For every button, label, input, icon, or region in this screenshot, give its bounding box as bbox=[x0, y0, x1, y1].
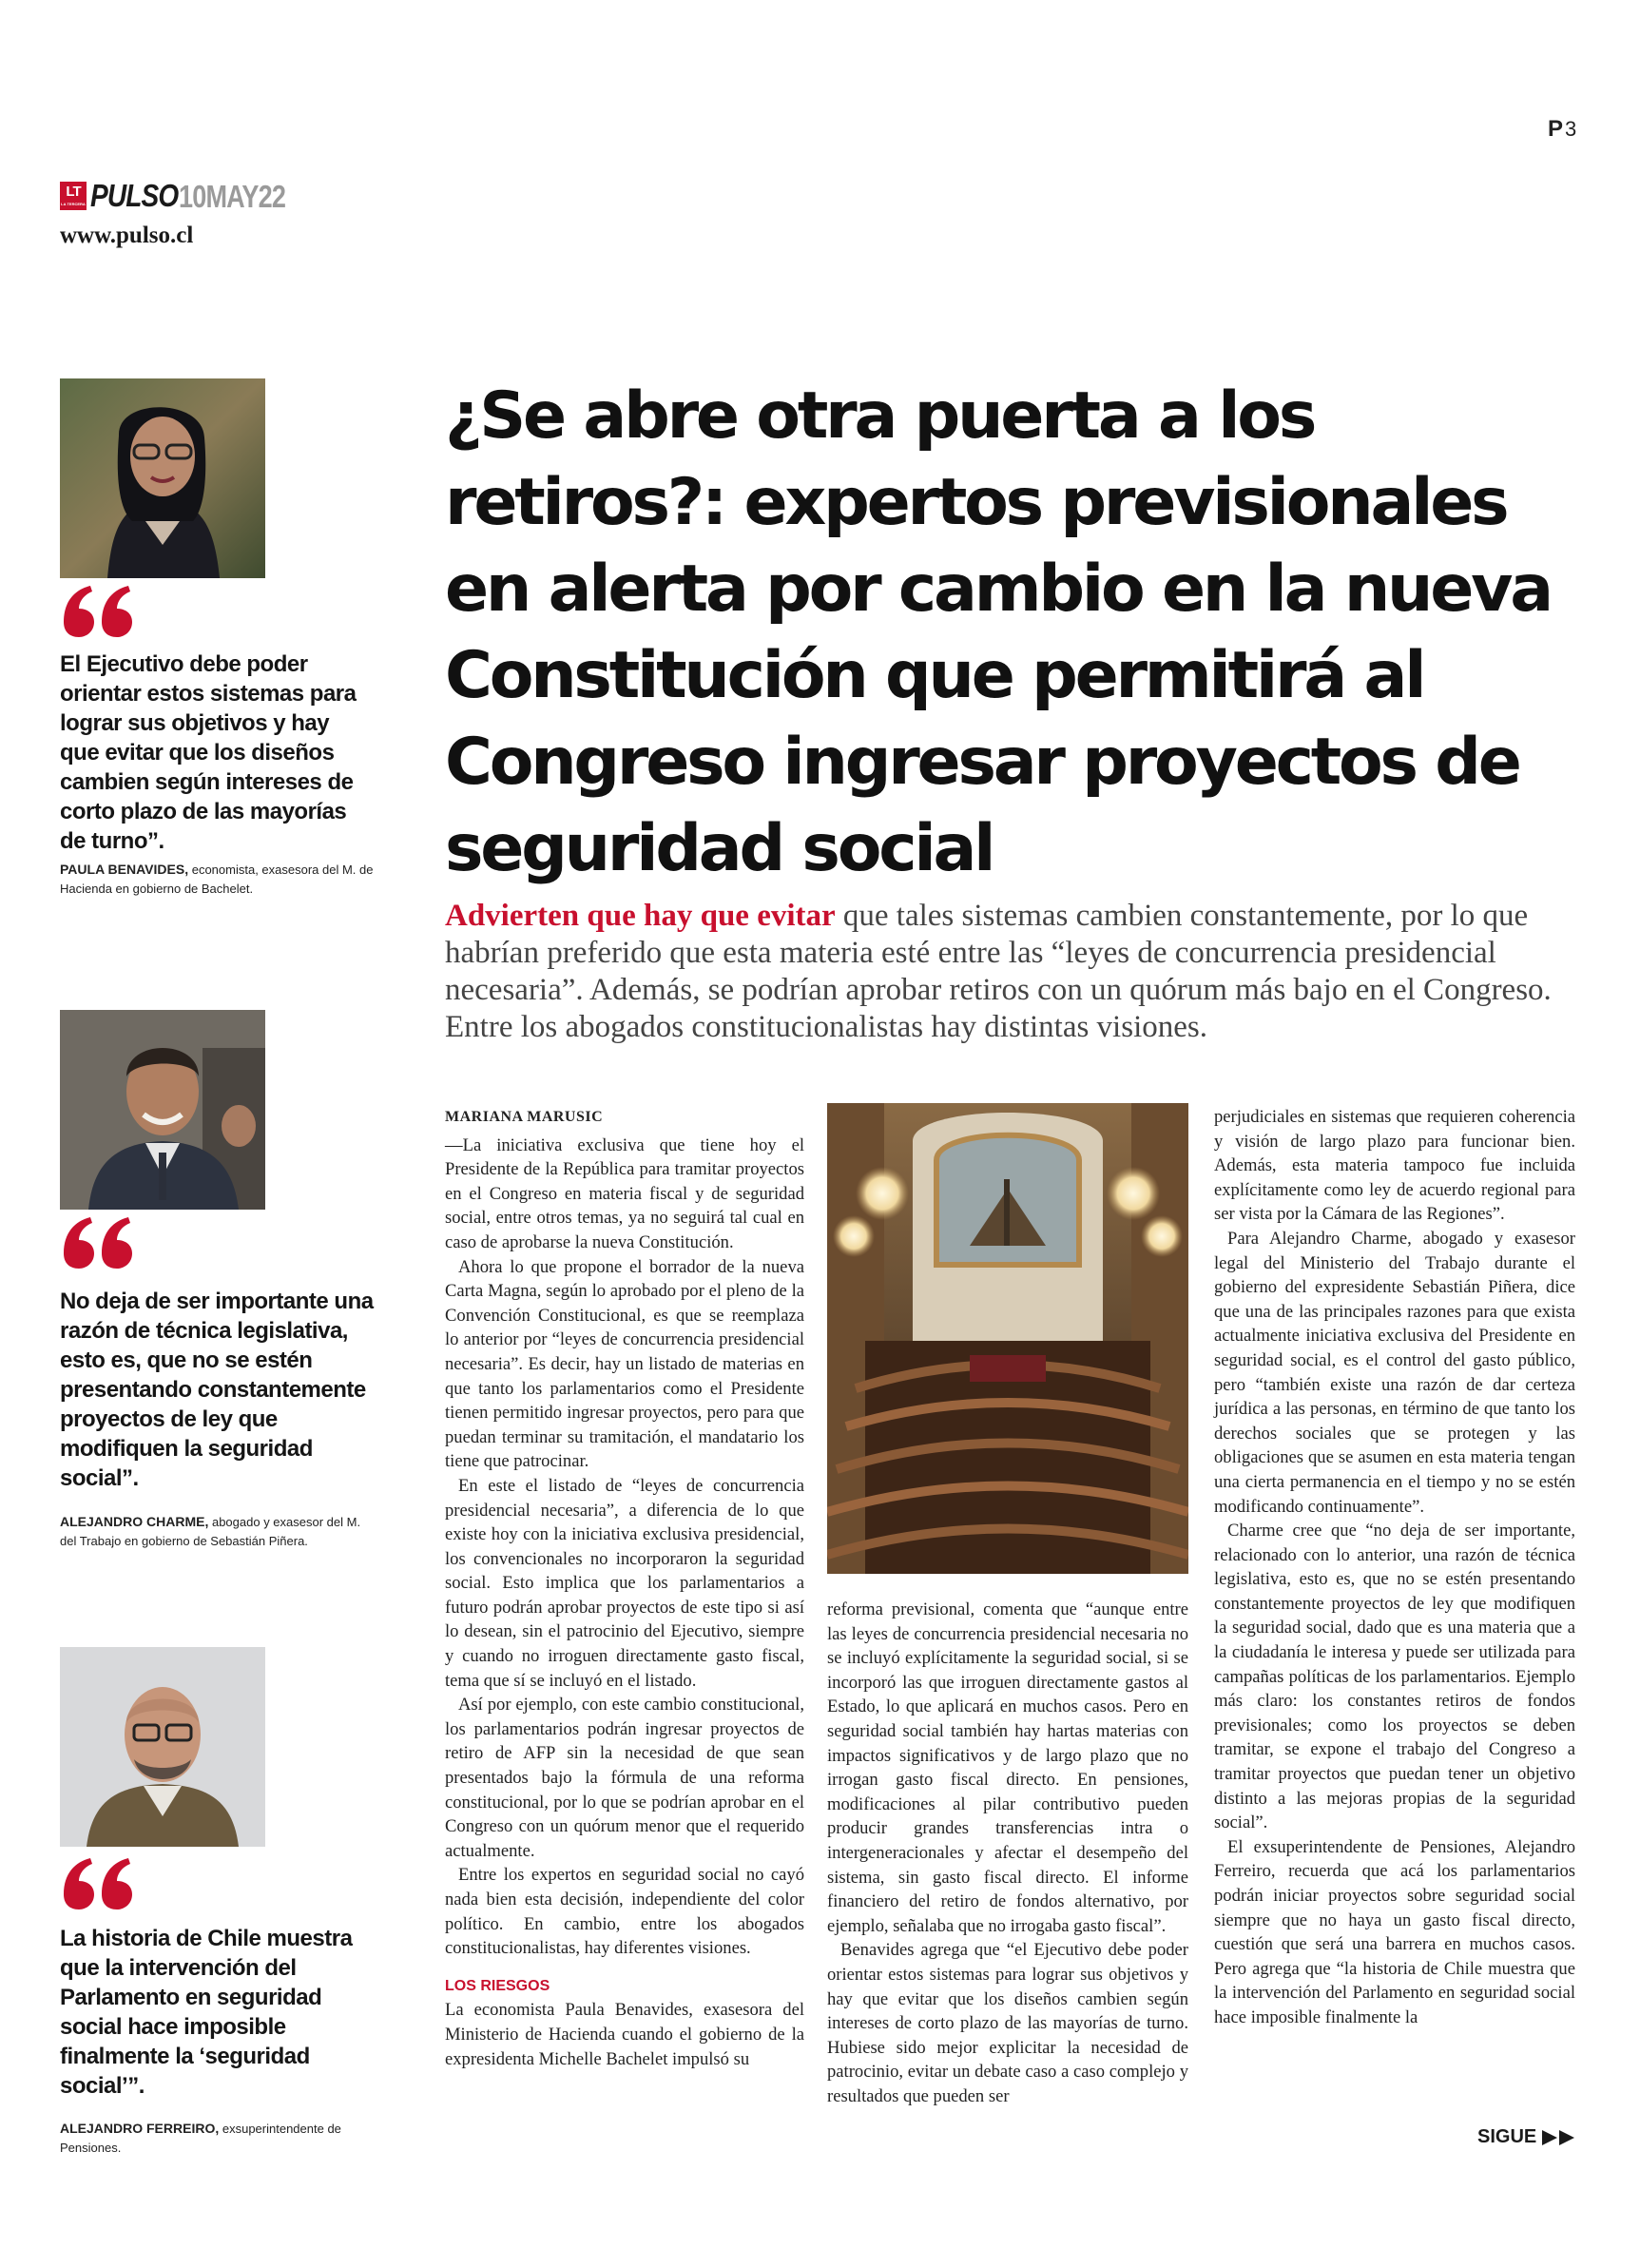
paragraph: perjudiciales en sistemas que requieren coherencia y visión de largo plazo para funcionar bien. Además, esta materia tampoco fue incluida explícitamente como ley de acuerdo regional para ser vista por la Cámara de las Regiones”. bbox=[1214, 1107, 1575, 1225]
double-arrow-icon bbox=[1542, 2130, 1576, 2145]
pull-quote-3: La historia de Chile muestra que la intervención del Parlamento en seguridad social hace imposible finalmente la ‘seguridad social’”. bbox=[60, 1926, 353, 2099]
paragraph: Benavides agrega que “el Ejecutivo debe poder orientar estos sistemas para lograr sus objetivos y hay que evitar que los diseños cambien según intereses de corto plazo de las mayorías de turno. Hubiese sido mejor explicitar la necesidad de patrocinio, evitar un debate caso a caso complejo y resultados que pueden ser bbox=[827, 1940, 1188, 2106]
paragraph: reforma previsional, comenta que “aunque entre las leyes de concurrencia presidencial necesaria no se incluyó explícitamente la seguridad social, si se incorporó las que irroguen directamente gastos al Estado, lo que aplicará en muchos casos. Pero en seguridad social también hay hartas materias con impactos significativos y de largo plazo que no irrogan gasto fiscal directo. En pensiones, modificaciones al pilar contributivo pueden producir grandes transferencias intra o intergeneracionales y afectar el desempeño del sistema, sin gasto fiscal directo. El informe financiero del retiro de fondos alternativo, por ejemplo, señalaba que no irrogaba gasto fiscal”. bbox=[827, 1599, 1188, 1936]
issue-date: 10MAY22 bbox=[179, 179, 286, 214]
congress-chamber-photo bbox=[827, 1103, 1188, 1574]
portrait-alejandro-charme bbox=[60, 1010, 265, 1210]
pull-quote-2-attribution: ALEJANDRO CHARME, abogado y exasesor del M. del Trabajo en gobierno de Sebastián Piñera. bbox=[60, 1514, 361, 1548]
portrait-paula-benavides bbox=[60, 378, 265, 578]
portrait-alejandro-ferreiro bbox=[60, 1647, 265, 1847]
article-column-3 bbox=[1214, 1105, 1575, 2030]
article-headline: ¿Se abre otra puerta a los retiros?: expertos previsionales en alerta por cambio en la nueva Constitución que permitirá al Congreso ingresar proyectos de seguridad social bbox=[445, 378, 1551, 886]
pull-quote-1-attribution: PAULA BENAVIDES, economista, exasesora del M. de Hacienda en gobierno de Bachelet. bbox=[60, 862, 374, 896]
lead-text: que tales sistemas cambien constantemente, por lo que habrían preferido que esta materia esté entre las “leyes de concurrencia presidencial necesaria”. Además, se podrían aprobar retiros con un quórum más bajo en el Congreso. Entre los abogados constitucionalistas hay distintas visiones. bbox=[445, 899, 1552, 1044]
pull-quote-2: No deja de ser importante una razón de técnica legislativa, esto es, que no se estén presentando constantemente proyectos de ley que modifiquen la seguridad social”. bbox=[60, 1289, 374, 1491]
website-url[interactable]: www.pulso.cl bbox=[60, 223, 194, 248]
paragraph: Para Alejandro Charme, abogado y exasesor legal del Ministerio del Trabajo durante el gobierno del expresidente Sebastián Piñera, dice que una de las principales razones para que exista actualmente iniciativa exclusiva del Presidente en seguridad social, es el control del gasto público, pero “también existe una razón de dar certeza jurídica a las personas, en término de que tanto los derechos sociales que se protegen y las obligaciones que se asumen en esta materia tengan una cierta permanencia en el tiempo y no se estén modificando continuamente”. bbox=[1214, 1228, 1575, 1517]
continue-marker[interactable] bbox=[1477, 2126, 1576, 2148]
la-tercera-logo: LT LA TERCERA bbox=[60, 182, 87, 210]
continue-label: SIGUE bbox=[1477, 2126, 1537, 2147]
masthead bbox=[60, 178, 286, 214]
paragraph: Ahora lo que propone el borrador de la nueva Carta Magna, según lo aprobado por el pleno de la Convención Constitucional, es que se reemplaza lo anterior por “leyes de concurrencia presidencial necesaria”. Es decir, hay un listado de materias en que tanto los parlamentarios como el Presidente tienen permitido ingresar proyectos, pero para que puedan terminar su tramitación, el mandatario los tiene que patrocinar. bbox=[445, 1256, 804, 1472]
paragraph: El exsuperintendente de Pensiones, Alejandro Ferreiro, recuerda que acá los parlamentarios podrán iniciar proyectos sobre seguridad social siempre que no haya un gasto fiscal directo, cuestión que será una barrera en muchos casos. Pero agrega que “la historia de Chile muestra que la intervención del Parlamento en seguridad social hace imposible finalmente la bbox=[1214, 1836, 1575, 2027]
paragraph: Así por ejemplo, con este cambio constitucional, los parlamentarios podrán ingresar proyectos de retiro de AFP sin la necesidad de que sean presentados bajo la fórmula de una reforma constitucional, por lo que se podrían aprobar en el Congreso con un quórum menor que el requerido actualmente. bbox=[445, 1695, 804, 1861]
paragraph: Charme cree que “no deja de ser importante, relacionado con lo anterior, una razón de técnica legislativa, esto es, que no se estén presentando constantemente proyectos de ley que modifiquen la seguridad social, dado que es una materia que a la ciudadanía le interesa y puede ser utilizada para campañas políticas de los parlamentarios. Ejemplo más claro: los constantes retiros de fondos previsionales; como los proyectos se deben tramitar, se expone el trabajo del Congreso a tramitar proyectos que puedan tener un objetivo distinto a las mejoras propias de la seguridad social”. bbox=[1214, 1521, 1575, 1833]
paragraph: —La iniciativa exclusiva que tiene hoy el Presidente de la República para tramitar proyectos en el Congreso en materia fiscal y de seguridad social, entre otros temas, ya no seguirá tal cual en caso de aprobarse la nueva Constitución. bbox=[445, 1134, 804, 1252]
brand-name: PULSO bbox=[90, 178, 179, 213]
pull-quote-1: El Ejecutivo debe poder orientar estos sistemas para lograr sus objetivos y hay que evitar que los diseños cambien según intereses de corto plazo de las mayorías de turno”. bbox=[60, 651, 357, 854]
byline: MARIANA MARUSIC bbox=[445, 1109, 604, 1125]
article-lead bbox=[445, 898, 1586, 1046]
section-subhead: LOS RIESGOS bbox=[445, 1977, 550, 1994]
page-number bbox=[1548, 116, 1576, 143]
article-column-2 bbox=[827, 1598, 1188, 2108]
paragraph: Entre los expertos en seguridad social no cayó nada bien esta decisión, independiente del color político. En cambio, entre los abogados constitucionalistas, hay diferentes visiones. bbox=[445, 1865, 804, 1959]
lead-kicker: Advierten que hay que evitar bbox=[445, 899, 836, 933]
paragraph: La economista Paula Benavides, exasesora del Ministerio de Hacienda cuando el gobierno de la expresidenta Michelle Bachelet impulsó su bbox=[445, 2000, 804, 2069]
paragraph: En este el listado de “leyes de concurrencia presidencial necesaria”, a diferencia de lo que existe hoy con la iniciativa exclusiva presidencial, los convencionales no incorporaron la seguridad social. Esto implica que los parlamentarios a futuro podrán aprobar proyectos de este tipo si así lo desean, sin el patrocinio del Ejecutivo, siempre y cuando no irroguen directamente gasto fiscal, tema que sí se incluyó en el listado. bbox=[445, 1475, 804, 1691]
quote-mark-icon bbox=[60, 1856, 136, 1911]
page-letter: P bbox=[1548, 116, 1564, 142]
quote-mark-icon bbox=[60, 584, 136, 639]
pull-quote-3-attribution: ALEJANDRO FERREIRO, exsuperintendente de Pensiones. bbox=[60, 2121, 341, 2155]
article-column-1 bbox=[445, 1105, 804, 2071]
quote-mark-icon bbox=[60, 1215, 136, 1270]
page-number-value: 3 bbox=[1565, 117, 1577, 141]
